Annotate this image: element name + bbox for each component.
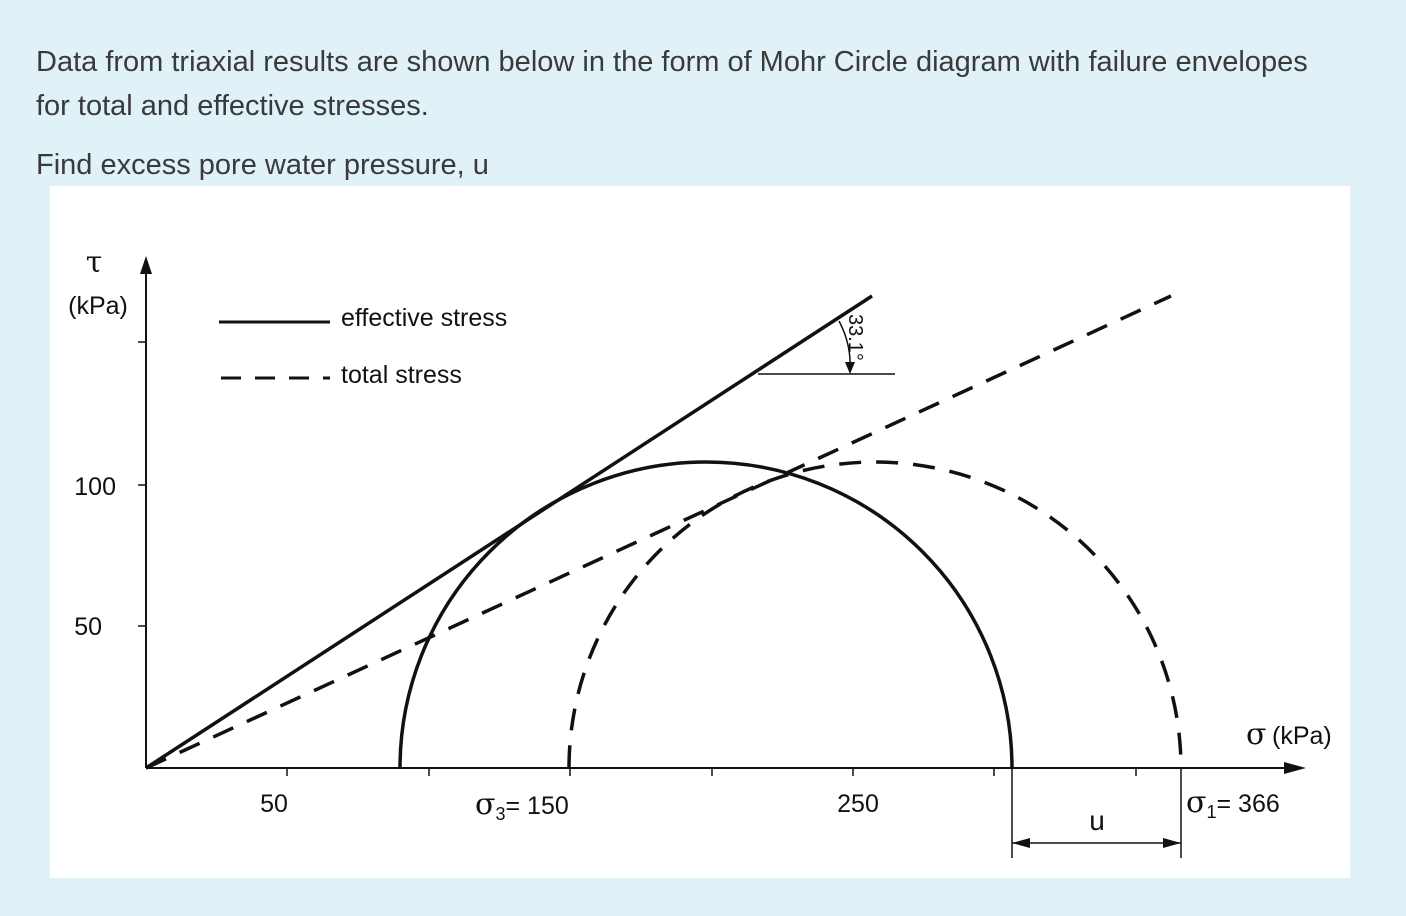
sigma3-subscript: 3 xyxy=(495,804,506,824)
tau-axis-arrow xyxy=(140,256,152,274)
sigma-axis-unit: (kPa) xyxy=(1272,722,1332,750)
y-tick-label-100: 100 xyxy=(74,473,116,501)
u-label: u xyxy=(1089,805,1105,836)
sigma1-value: = 366 xyxy=(1216,790,1280,818)
legend-effective-label: effective stress xyxy=(341,304,508,332)
legend-total-label: total stress xyxy=(341,361,462,389)
tau-axis-symbol: τ xyxy=(85,245,103,280)
sigma-axis-symbol: σ xyxy=(1246,717,1267,752)
sigma3-value: = 150 xyxy=(505,792,569,820)
sigma1-label xyxy=(1186,785,1280,822)
question-text xyxy=(36,40,1386,187)
x-tick-label-250: 250 xyxy=(837,790,879,818)
question-prompt: Find excess pore water pressure, u xyxy=(36,149,489,181)
u-dimension-arrow-left xyxy=(1012,838,1030,848)
question-line-2: for total and effective stresses. xyxy=(36,90,429,122)
sigma3-symbol: σ xyxy=(475,787,496,822)
mohr-circle-diagram xyxy=(50,186,1350,878)
x-tick-label-50: 50 xyxy=(260,790,288,818)
y-tick-label-50: 50 xyxy=(74,613,102,641)
tau-axis-unit: (kPa) xyxy=(68,292,128,320)
sigma1-symbol: σ xyxy=(1186,785,1207,820)
question-line-1: Data from triaxial results are shown below in the form of Mohr Circle diagram with failure envelopes xyxy=(36,46,1308,78)
angle-arc-arrowhead xyxy=(845,362,855,374)
sigma-axis-arrow xyxy=(1284,762,1306,774)
total-stress-envelope xyxy=(146,296,1171,768)
sigma1-subscript: 1 xyxy=(1206,802,1217,822)
u-dimension-arrow-right xyxy=(1163,838,1181,848)
sigma3-label xyxy=(475,787,569,824)
angle-label: 33.1° xyxy=(844,314,866,361)
mohr-circle-figure xyxy=(50,186,1350,878)
